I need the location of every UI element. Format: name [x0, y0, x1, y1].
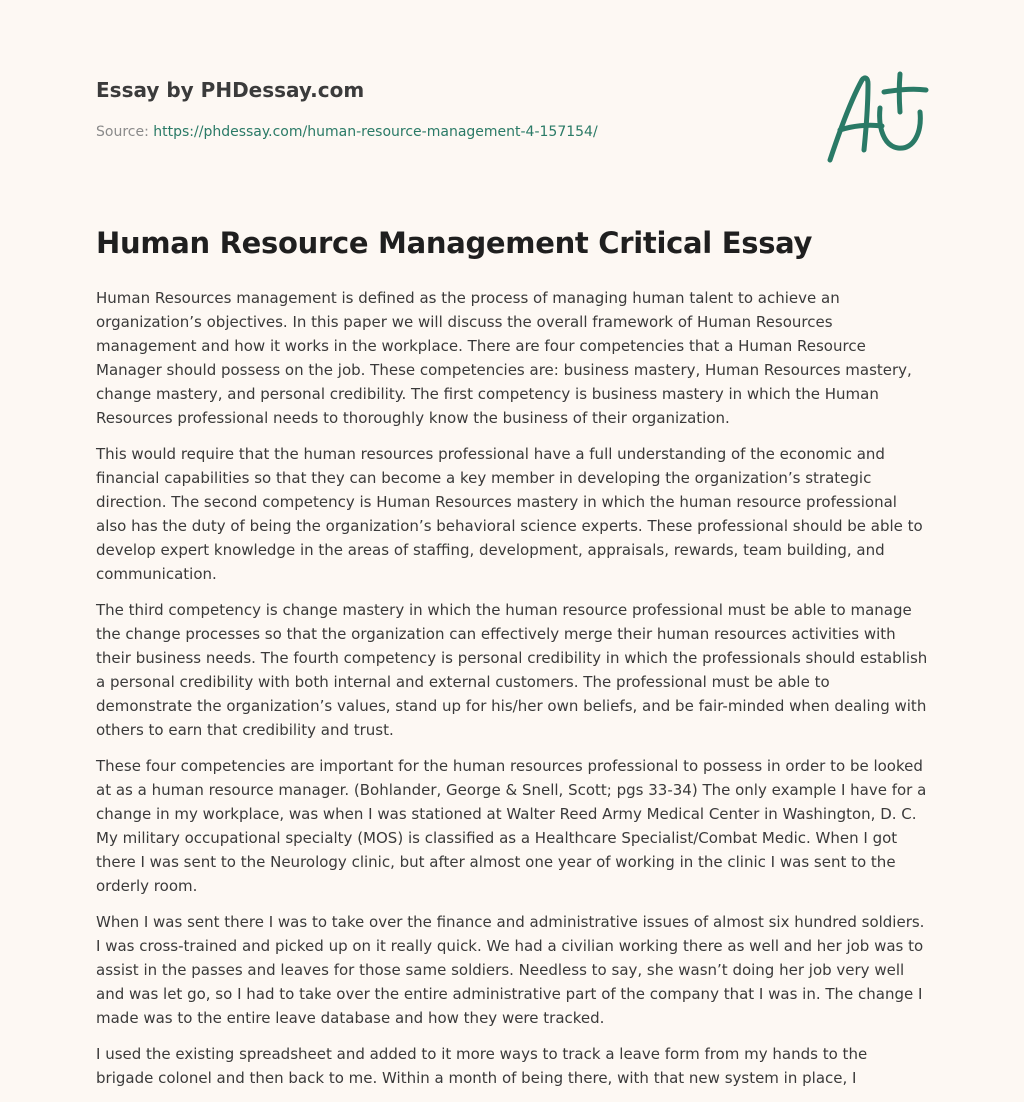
essay-paragraph: When I was sent there I was to take over the finance and administrative issues of almost six hundred soldiers. I was cross-trained and picked up on it really quick. We had a civilian working there as well and her job was to assist in the passes and leaves for those same soldiers. Needless to say, she wasn’t doing her job very well and was let go, so I had to take over the entire administrative part of the company that I was in. The change I made was to the entire leave database and how they were tracked.: [96, 913, 925, 1027]
source-link[interactable]: https://phdessay.com/human-resource-management-4-157154/: [153, 124, 598, 140]
essay-paragraph: I used the existing spreadsheet and added to it more ways to track a leave form from my hands to the brigade colonel and then back to me. Within a month of being there, with that new system in place, I: [96, 1045, 868, 1087]
essay-paragraph: The third competency is change mastery in which the human resource professional must be able to manage the change processes so that the organization can effectively merge their human resources activities with their business needs. The fourth competency is personal credibility in which the professionals should establish a personal credibility with both internal and external customers. The professional must be able to demonstrate the organization’s values, stand up for his/her own beliefs, and be fair-minded when dealing with others to earn that credibility and trust.: [96, 601, 928, 739]
essay-paragraph: These four competencies are important for the human resources professional to possess in order to be looked at as a human resource manager. (Bohlander, George & Snell, Scott; pgs 33-34) The only example I have for a change in my workplace, was when I was stationed at Walter Reed Army Medical Center in Washington, D. C. My military occupational specialty (MOS) is classified as a Healthcare Specialist/Combat Medic. When I got there I was sent to the Neurology clinic, but after almost one year of working in the clinic I was sent to the orderly room.: [96, 757, 927, 895]
essay-body: [96, 286, 928, 1102]
source-line: [96, 124, 598, 140]
essay-paragraph: Human Resources management is defined as the process of managing human talent to achieve an organization’s objectives. In this paper we will discuss the overall framework of Human Resources management and how it works in the workplace. There are four competencies that a Human Resource Manager should possess on the job. These competencies are: business mastery, Human Resources mastery, change mastery, and personal credibility. The first competency is business mastery in which the Human Resources professional needs to thoroughly know the business of their organization.: [96, 289, 912, 427]
a-plus-logo-icon: [822, 68, 932, 168]
essay-paragraph: This would require that the human resources professional have a full understanding of the economic and financial capabilities so that they can become a key member in developing the organization’s strategic direction. The second competency is Human Resources mastery in which the human resource professional also has the duty of being the organization’s behavioral science experts. These professional should be able to develop expert knowledge in the areas of staffing, development, appraisals, rewards, team building, and communication.: [96, 445, 923, 583]
source-label: Source:: [96, 124, 154, 140]
essay-title: Human Resource Management Critical Essay: [96, 226, 813, 260]
site-brand: Essay by PHDessay.com: [96, 78, 365, 102]
